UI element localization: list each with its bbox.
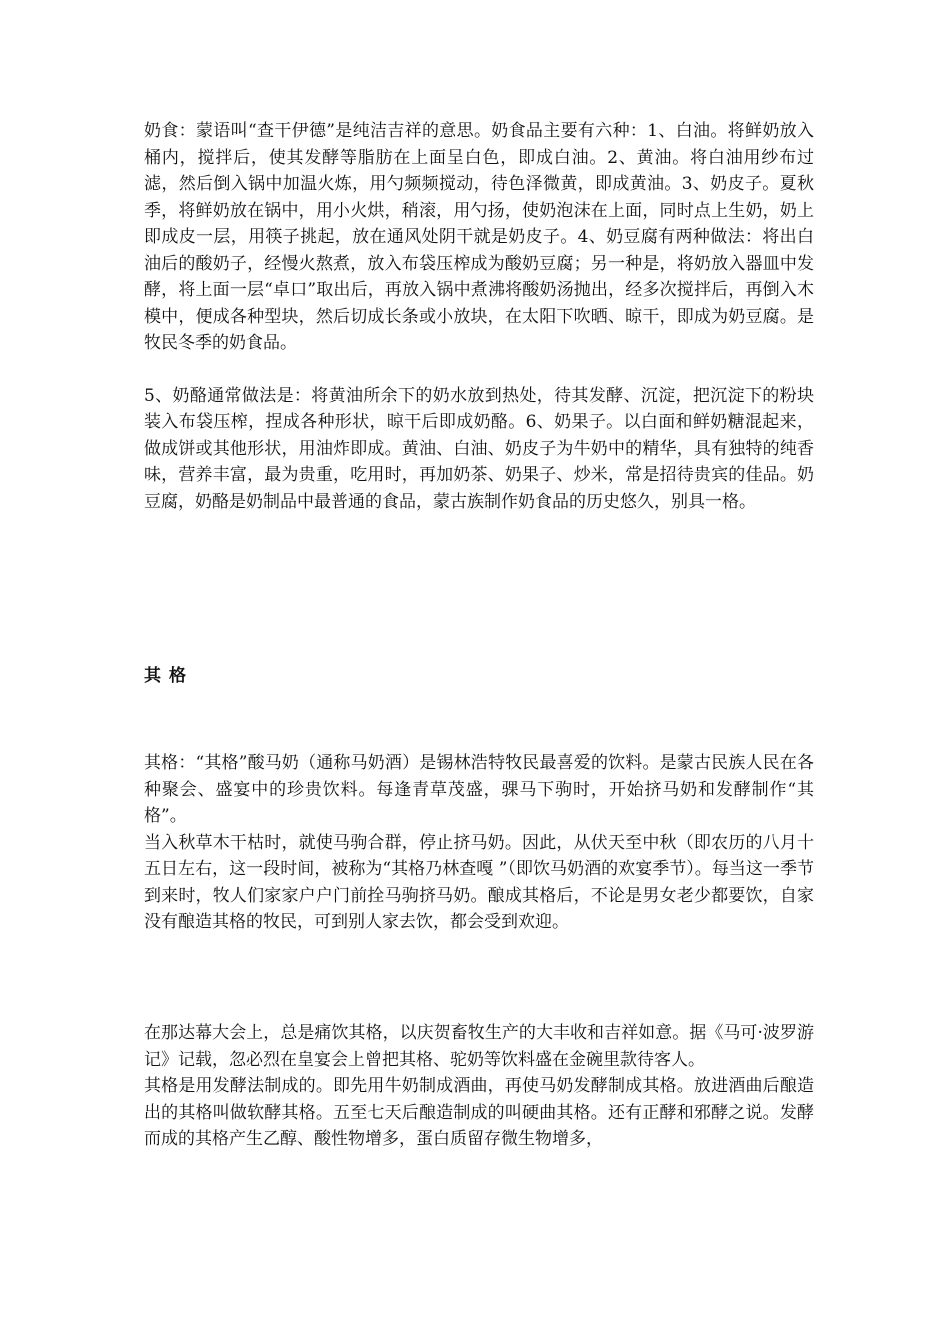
section-heading-qige: 其格 xyxy=(144,666,194,686)
qige-section-body xyxy=(144,750,814,936)
paragraph-nailao: 5、奶酪通常做法是：将黄油所余下的奶水放到热处，待其发酵、沉淀，把沉淀下的粉块装入布袋压榨，捏成各种形状，晾干后即成奶酪。6、奶果子。以白面和鲜奶糖混起来，做成饼或其他形状，用油炸即成。黄油、白油、奶皮子为牛奶中的精华，具有独特的纯香味，营养丰富，最为贵重，吃用时，再加奶茶、奶果子、炒米，常是招待贵宾的佳品。奶豆腐，奶酪是奶制品中最普通的食品，蒙古族制作奶食品的历史悠久，别具一格。 xyxy=(144,385,814,512)
paragraph-ferment: 其格是用发酵法制成的。即先用牛奶制成酒曲，再使马奶发酵制成其格。放进酒曲后酿造出的其格叫做软酵其格。五至七天后酿造制成的叫硬曲其格。还有正酵和邪酵之说。发酵而成的其格产生乙醇、酸性物增多，蛋白质留存微生物增多， xyxy=(144,1076,814,1149)
paragraph-qige-season: 当入秋草木干枯时，就使马驹合群，停止挤马奶。因此，从伏天至中秋（即农历的八月十五日左右，这一段时间，被称为“其格乃林查嘎 ”（即饮马奶酒的欢宴季节）。每当这一季节到来时，牧人们家家户户门前拴马驹挤马奶。酿成其格后，不论是男女老少都要饮，自家没有酿造其格的牧民，可到别人家去饮，都会受到欢迎。 xyxy=(144,832,814,932)
paragraph-qige-intro: 其格：“其格”酸马奶（通称马奶酒）是锡林浩特牧民最喜爱的饮料。是蒙古民族人民在各种聚会、盛宴中的珍贵饮料。每逢青草茂盛，骒马下驹时，开始挤马奶和发酵制作“其格”。 xyxy=(144,753,814,826)
paragraph-naishi: 奶食：蒙语叫“查干伊德”是纯洁吉祥的意思。奶食品主要有六种：1、白油。将鲜奶放入桶内，搅拌后，使其发酵等脂肪在上面呈白色，即成白油。2、黄油。将白油用纱布过滤，然后倒入锅中加温火炼，用勺频频搅动，待色泽微黄，即成黄油。3、奶皮子。夏秋季，将鲜奶放在锅中，用小火烘，稍滚，用勺扬，使奶泡沫在上面，同时点上生奶，奶上即成皮一层，用筷子挑起，放在通风处阴干就是奶皮子。4、奶豆腐有两种做法：将出白油后的酸奶子，经慢火熬煮，放入布袋压榨成为酸奶豆腐；另一种是，将奶放入器皿中发酵，将上面一层“卓口”取出后，再放入锅中煮沸将酸奶汤抛出，经多次搅拌后，再倒入木模中，便成各种型块，然后切成长条或小放块，在太阳下吹晒、晾干，即成为奶豆腐。是牧民冬季的奶食品。 xyxy=(144,121,814,353)
paragraph-nadam: 在那达幕大会上，总是痛饮其格，以庆贺畜牧生产的大丰收和吉祥如意。据《马可·波罗游记》记载，忽必烈在皇宴会上曾把其格、驼奶等饮料盛在金碗里款待客人。 xyxy=(144,1023,814,1070)
qige-history-body xyxy=(144,1020,814,1153)
document-page xyxy=(144,118,814,1149)
